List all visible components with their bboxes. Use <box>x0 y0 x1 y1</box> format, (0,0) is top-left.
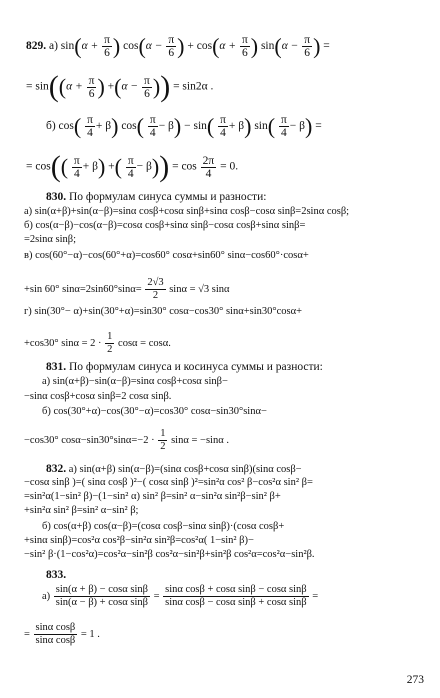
problem-829-number: 829. <box>26 40 47 53</box>
p832-a2: −cosα sinβ )=( sinα cosβ )²−( cosα sinβ )²=sin²α cos² β−cos²α sin² β= <box>24 477 313 488</box>
p830-b2: =2sinα sinβ; <box>24 234 77 245</box>
p830-c2: +sin 60° sinα=2sin60°sinα= $\frac{2√3}{2}$ sinα = √3 sinα <box>24 277 230 301</box>
p832-a3: =sin²α(1−sin² β)−(1−sin² α) sin² β=sin² α−sin²α sin²β−sin² β+ <box>24 491 281 502</box>
p830-d1: г) sin(30°− α)+sin(30°+α)=sin30° cosα−cos30° sinα+sin30°cosα+ <box>24 306 302 317</box>
p833-result: = $\frac{\text{sinα cosβ}}{\text{sinα cosβ}}$ = 1 . <box>24 622 100 646</box>
p832-b3: −sin² β·(1−cos²α)=cos²α−sin²β cos²α−sin²β+sin²β cos²α=cos²α−sin²β. <box>24 549 315 560</box>
p831-a2: −sinα cosβ+cosα sinβ=2 cosα sinβ. <box>24 391 172 402</box>
p831-a1: а) sin(α+β)−sin(α−β)=sinα cosβ+cosα sinβ− <box>42 376 228 387</box>
fraction-pi-6: $\frac{\pi}{6}$ <box>104 34 110 59</box>
p832-b1: б) cos(α+β) cos(α−β)=(cosα cosβ−sinα sinβ)·(cosα cosβ+ <box>42 521 285 532</box>
p829-line-b: б) cos( $\frac{\pi}{4}$ + β) cos( $\frac{\pi}{4}$ − β) − sin( $\frac{\pi}{4}$ + β) sin( $\frac{\pi}{4}$ − β) = <box>46 113 322 139</box>
p830-d2: +cos30° sinα = 2 · $\frac{1}{2}$ cosα = cosα. <box>24 331 171 355</box>
p831-b1: б) cos(30°+α)−cos(30°−α)=cos30° cosα−sin30°sinα− <box>42 406 267 417</box>
problem-833-number: 833. <box>46 569 67 581</box>
p830-intro: 830. По формулам синуса суммы и разности: <box>46 191 267 203</box>
p832-b2: +sinα sinβ)=cos²α cos²β−sin²α sin²β=cos²α( 1−sin² β)− <box>24 535 254 546</box>
p831-b2: −cos30° cosα−sin30°sinα=−2 · $\frac{1}{2}$ sinα = −sinα . <box>24 428 229 452</box>
p832-a1: 832. а) sin(α+β) sin(α−β)=(sinα cosβ+cosα sinβ)(sinα cosβ− <box>46 463 302 475</box>
p833-label <box>46 568 66 582</box>
p832-a4: +sin²α sin² β=sin² α−sin² β; <box>24 505 139 516</box>
problem-831-number: 831. <box>46 361 67 373</box>
p829-line-a: 829. а) sin(α + $\frac{\pi}{6}$ ) cos(α − $\frac{\pi}{6}$ ) + cos(α + $\frac{\pi}{6}$ ) sin(α − $\frac{\pi}{6}$ ) = <box>26 33 330 59</box>
p829-line-a-result: = sin((α + $\frac{\pi}{6}$ ) +(α − $\frac{\pi}{6}$ )) = sin2α . <box>26 70 214 103</box>
p830-a: а) sin(α+β)+sin(α−β)=sinα cosβ+cosα sinβ+sinα cosβ−cosα sinβ=2sinα cosβ; <box>24 206 350 217</box>
p830-b1: б) cos(α−β)−cos(α−β)=cosα cosβ+sinα sinβ−cosα cosβ+sinα sinβ= <box>24 220 306 231</box>
p833-a: а) $\frac{\text{sin(α + β) − cosα sinβ}}{\text{sin(α − β) + cosα sinβ}}$ = $\frac{\text{sinα cosβ + cosα sinβ − cosα sinβ}}{\text{sinα cosβ − cosα sinβ + cosα sinβ}}$ = <box>42 584 319 608</box>
p829-line-b-result: = cos(( $\frac{\pi}{4}$ + β) +( $\frac{\pi}{4}$ − β)) = cos $\frac{2\pi}{4}$ = 0. <box>26 150 239 183</box>
page-number: 273 <box>406 674 424 686</box>
p831-intro: 831. По формулам синуса и косинуса суммы и разности: <box>46 361 323 373</box>
p830-c1: в) cos(60°−α)−cos(60°+α)=cos60° cosα+sin60° sinα−cos60°·cosα+ <box>24 250 309 261</box>
problem-832-number: 832. <box>46 463 67 475</box>
problem-830-number: 830. <box>46 191 67 203</box>
